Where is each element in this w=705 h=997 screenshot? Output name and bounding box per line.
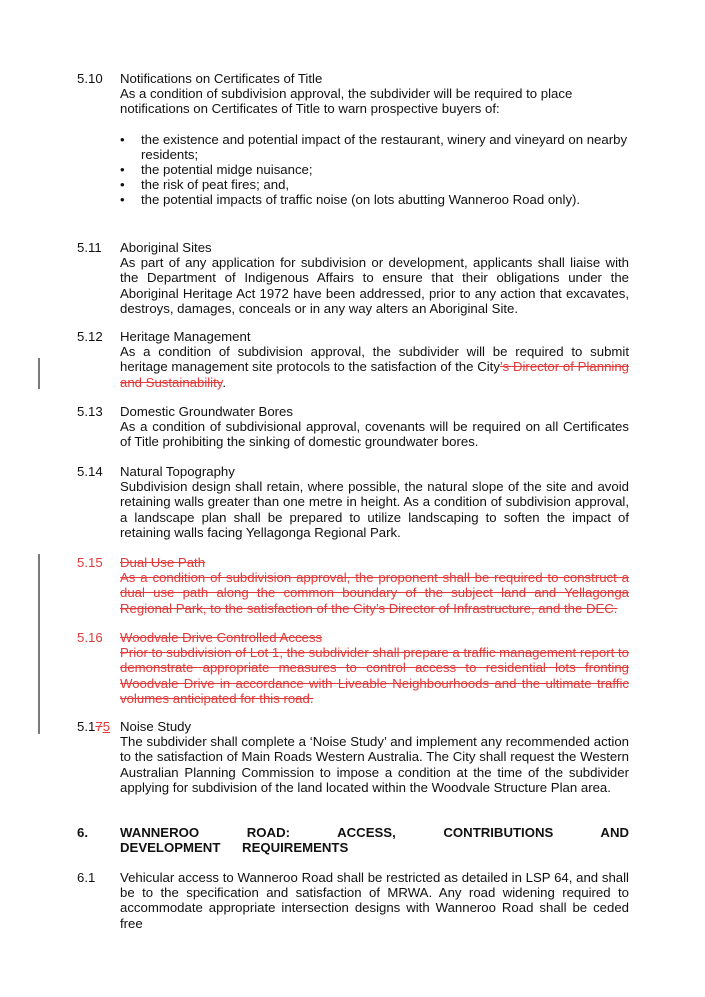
section-number — [77, 719, 120, 734]
section-title: Noise Study — [120, 719, 192, 734]
list-item: • the risk of peat fires; and, — [120, 177, 629, 192]
section-5-15-deleted — [77, 555, 629, 616]
section-heading: WANNEROO ROAD: ACCESS, CONTRIBUTIONS AND DEVELOPMENT REQUIREMENTS — [120, 825, 629, 856]
section-number: 5.15 — [77, 555, 103, 570]
section-number: 5.14 — [77, 464, 103, 479]
section-title: Dual Use Path — [120, 555, 206, 570]
list-item: • the existence and potential impact of the restaurant, winery and vineyard on nearby residents; — [120, 132, 629, 162]
section-title: Heritage Management — [120, 329, 251, 344]
section-text: As a condition of subdivisional approval, covenants will be required on all Certificates of Title prohibiting the sinking of domestic groundwater bores. — [120, 419, 629, 450]
section-text: As a condition of subdivision approval, the proponent shall be required to construct a dual use path along the common boundary of the subject land and Yellagonga Regional Park, to the satisfaction of the City’s Director of Infrastructure, and the DEC. — [120, 570, 629, 616]
section-text: As a condition of subdivision approval, the subdivider will be required to place notifications on Certificates of Title to warn prospective buyers of: — [120, 86, 573, 117]
section-5-13 — [77, 404, 629, 450]
change-bar — [38, 554, 40, 734]
section-title: Aboriginal Sites — [120, 240, 212, 255]
list-item: • the potential impacts of traffic noise (on lots abutting Wanneroo Road only). — [120, 192, 629, 207]
list-item: • the potential midge nuisance; — [120, 162, 629, 177]
section-title: Domestic Groundwater Bores — [120, 404, 293, 419]
section-text: As part of any application for subdivision or development, applicants shall liaise with the Department of Indigenous Affairs to ensure that their obligations under the Aboriginal Heritage Act 1972 have been addressed, prior to any action that excavates, destroys, damages, conceals or in any way alters an Aboriginal Site. — [120, 255, 629, 316]
section-text: Prior to subdivision of Lot 1, the subdivider shall prepare a traffic management report to demonstrate appropriate measures to control access to residential lots fronting Woodvale Drive in accordance with Liveable Neighbourhoods and the ultimate traffic volumes anticipated for this road. — [120, 645, 629, 706]
section-5-14 — [77, 464, 629, 540]
section-title: Woodvale Drive Controlled Access — [120, 630, 323, 645]
section-number: 5.10 — [77, 71, 103, 86]
section-text: Vehicular access to Wanneroo Road shall be restricted as detailed in LSP 64, and shall be to the specification and satisfaction of MRWA. Any road widening required to accommodate appropriate intersection designs with Wanneroo Road shall be ceded free — [120, 870, 629, 931]
section-text: The subdivider shall complete a ‘Noise Study’ and implement any recommended action to the satisfaction of Main Roads Western Australia. The City shall request the Western Australian Planning Commission to impose a condition at the time of the subdivider applying for subdivision of the land located within the Woodvale Structure Plan area. — [120, 734, 629, 795]
section-title: Natural Topography — [120, 464, 235, 479]
section-number: 5.11 — [77, 240, 102, 255]
deleted-text: ’s Director of Planning and Sustainability — [120, 359, 629, 390]
section-number: 5.12 — [77, 329, 103, 344]
section-number: 5.16 — [77, 630, 103, 645]
section-text — [120, 344, 629, 390]
section-5-15-noise-study — [77, 719, 629, 795]
section-text-kept: As a condition of subdivision approval, the subdivider will be required to submit heritage management site protocols to the satisfaction of the City — [120, 344, 629, 375]
bullet-list — [120, 132, 629, 208]
section-6-1 — [77, 870, 629, 931]
section-5-16-deleted — [77, 630, 629, 706]
section-5-12 — [77, 329, 629, 390]
deleted-digit: 7 — [95, 719, 103, 734]
section-number: 5.13 — [77, 404, 103, 419]
section-number: 6. — [77, 825, 88, 840]
section-text: Subdivision design shall retain, where possible, the natural slope of the site and avoid retaining walls greater than one metre in height. As a condition of subdivision approval, a landscape plan shall be prepared to utilize landscaping to soften the impact of retaining walls facing Yellagonga Regional Park. — [120, 479, 629, 540]
section-number-prefix: 5.1 — [77, 719, 96, 734]
section-5-11 — [77, 240, 629, 316]
inserted-digit: 5 — [102, 719, 111, 734]
section-number: 6.1 — [77, 870, 96, 885]
section-text-end: . — [222, 374, 227, 390]
section-title: Notifications on Certificates of Title — [120, 71, 323, 86]
change-bar — [38, 358, 40, 389]
section-6-heading — [77, 825, 629, 855]
section-5-10 — [77, 71, 629, 208]
